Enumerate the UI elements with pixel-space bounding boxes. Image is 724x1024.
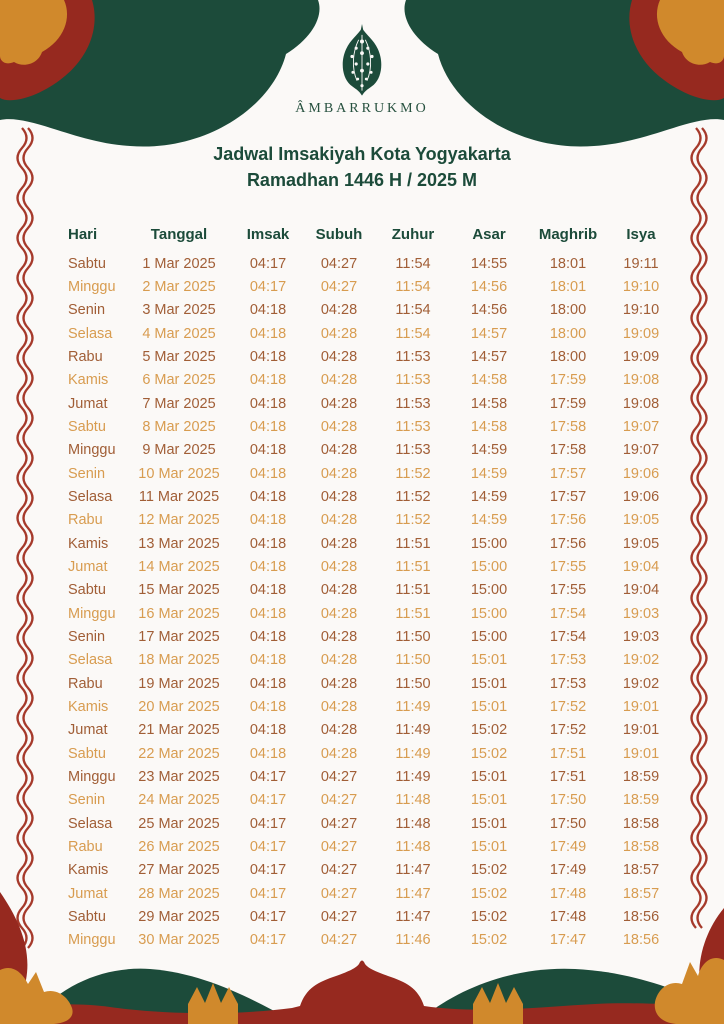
cell-maghrib: 17:51: [549, 768, 587, 785]
cell-subuh: 04:28: [320, 325, 358, 342]
table-row: [64, 345, 676, 368]
table-row: [64, 462, 676, 485]
cell-zuhur: 11:47: [395, 908, 431, 925]
cell-zuhur: 11:47: [395, 862, 431, 879]
cell-hari: Kamis: [68, 862, 109, 879]
cell-zuhur: 11:51: [395, 558, 431, 575]
cell-subuh: 04:28: [320, 675, 358, 692]
cell-tanggal: 9 Mar 2025: [142, 442, 216, 459]
cell-asar: 14:59: [470, 512, 508, 529]
cell-subuh: 04:28: [320, 722, 358, 739]
cell-tanggal: 25 Mar 2025: [138, 815, 220, 832]
cell-subuh: 04:28: [320, 745, 358, 762]
cell-hari: Senin: [68, 302, 106, 319]
cell-tanggal: 7 Mar 2025: [142, 395, 216, 412]
cell-asar: 15:00: [470, 605, 508, 622]
cell-subuh: 04:28: [320, 418, 358, 435]
cell-isya: 19:07: [622, 418, 660, 435]
cell-isya: 19:04: [622, 582, 660, 599]
cell-tanggal: 12 Mar 2025: [138, 512, 220, 529]
cell-hari: Jumat: [68, 722, 108, 739]
cell-imsak: 04:17: [249, 908, 287, 925]
cell-asar: 15:02: [470, 745, 508, 762]
cell-maghrib: 17:50: [549, 792, 587, 809]
cell-maghrib: 17:58: [549, 442, 587, 459]
cell-maghrib: 17:52: [549, 722, 587, 739]
cell-isya: 19:08: [622, 372, 660, 389]
cell-tanggal: 30 Mar 2025: [138, 932, 220, 949]
table-row: [64, 555, 676, 578]
cell-subuh: 04:28: [320, 488, 358, 505]
column-header-imsak: Imsak: [246, 225, 290, 243]
cell-hari: Minggu: [68, 768, 116, 785]
cell-asar: 15:01: [470, 768, 508, 785]
cell-tanggal: 23 Mar 2025: [138, 768, 220, 785]
cell-subuh: 04:28: [320, 395, 358, 412]
cell-asar: 15:01: [470, 815, 508, 832]
cell-imsak: 04:18: [249, 582, 287, 599]
column-header-tanggal: Tanggal: [150, 225, 208, 243]
title-line-1: Jadwal Imsakiyah Kota Yogyakarta: [213, 144, 511, 164]
cell-asar: 14:59: [470, 488, 508, 505]
cell-zuhur: 11:54: [395, 255, 431, 272]
table-row: [64, 322, 676, 345]
cell-subuh: 04:28: [320, 698, 358, 715]
cell-asar: 14:56: [470, 302, 508, 319]
table-row: [64, 672, 676, 695]
cell-isya: 18:58: [622, 838, 660, 855]
cell-asar: 14:59: [470, 465, 508, 482]
cell-asar: 14:58: [470, 372, 508, 389]
cell-subuh: 04:28: [320, 535, 358, 552]
cell-isya: 18:56: [622, 908, 660, 925]
column-header-maghrib: Maghrib: [538, 225, 598, 243]
cell-zuhur: 11:51: [395, 605, 431, 622]
cell-hari: Senin: [68, 628, 106, 645]
cell-asar: 14:58: [470, 395, 508, 412]
title-line-2: Ramadhan 1446 H / 2025 M: [246, 170, 478, 190]
cell-imsak: 04:18: [249, 558, 287, 575]
cell-subuh: 04:28: [320, 372, 358, 389]
cell-tanggal: 4 Mar 2025: [142, 325, 216, 342]
cell-maghrib: 17:59: [549, 395, 587, 412]
cell-asar: 15:00: [470, 628, 508, 645]
cell-isya: 19:05: [622, 535, 660, 552]
cell-zuhur: 11:49: [395, 722, 431, 739]
cell-maghrib: 18:01: [549, 278, 587, 295]
cell-tanggal: 13 Mar 2025: [138, 535, 220, 552]
cell-imsak: 04:17: [249, 862, 287, 879]
cell-maghrib: 17:49: [549, 862, 587, 879]
cell-maghrib: 17:54: [549, 628, 587, 645]
cell-isya: 19:03: [622, 605, 660, 622]
cell-imsak: 04:18: [249, 372, 287, 389]
cell-asar: 14:56: [470, 278, 508, 295]
cell-zuhur: 11:53: [395, 442, 431, 459]
cell-isya: 19:01: [622, 745, 660, 762]
cell-asar: 14:57: [470, 348, 508, 365]
cell-subuh: 04:27: [320, 838, 358, 855]
cell-asar: 15:01: [470, 792, 508, 809]
cell-isya: 18:57: [622, 885, 660, 902]
cell-maghrib: 17:56: [549, 535, 587, 552]
cell-maghrib: 17:47: [549, 932, 587, 949]
table-row: [64, 392, 676, 415]
table-row: [64, 929, 676, 952]
cell-maghrib: 18:01: [549, 255, 587, 272]
cell-tanggal: 5 Mar 2025: [142, 348, 216, 365]
table-row: [64, 859, 676, 882]
cell-hari: Jumat: [68, 885, 108, 902]
cell-hari: Jumat: [68, 558, 108, 575]
cell-isya: 19:10: [622, 278, 660, 295]
cell-asar: 15:01: [470, 838, 508, 855]
table-row: [64, 485, 676, 508]
cell-zuhur: 11:53: [395, 372, 431, 389]
cell-maghrib: 17:57: [549, 465, 587, 482]
cell-isya: 18:59: [622, 792, 660, 809]
cell-maghrib: 17:56: [549, 512, 587, 529]
cell-zuhur: 11:49: [395, 768, 431, 785]
cell-isya: 19:02: [622, 652, 660, 669]
cell-isya: 19:08: [622, 395, 660, 412]
column-header-hari: Hari: [68, 225, 98, 243]
cell-maghrib: 17:50: [549, 815, 587, 832]
table-row: [64, 299, 676, 322]
cell-tanggal: 15 Mar 2025: [138, 582, 220, 599]
table-header-row: [64, 222, 676, 246]
table-row: [64, 812, 676, 835]
cell-zuhur: 11:53: [395, 348, 431, 365]
cell-tanggal: 16 Mar 2025: [138, 605, 220, 622]
poster-title: [0, 141, 724, 193]
cell-subuh: 04:28: [320, 558, 358, 575]
cell-maghrib: 17:55: [549, 558, 587, 575]
cell-hari: Selasa: [68, 652, 113, 669]
cell-subuh: 04:27: [320, 792, 358, 809]
cell-isya: 18:57: [622, 862, 660, 879]
cell-tanggal: 3 Mar 2025: [142, 302, 216, 319]
cell-tanggal: 1 Mar 2025: [142, 255, 216, 272]
brand-wordmark: ÂMBARRUKMO: [295, 101, 429, 116]
cell-imsak: 04:18: [249, 652, 287, 669]
cell-isya: 19:07: [622, 442, 660, 459]
cell-hari: Sabtu: [68, 745, 106, 762]
cell-maghrib: 18:00: [549, 302, 587, 319]
table-row: [64, 532, 676, 555]
cell-imsak: 04:18: [249, 442, 287, 459]
cell-maghrib: 17:51: [549, 745, 587, 762]
cell-isya: 19:02: [622, 675, 660, 692]
column-header-asar: Asar: [472, 225, 506, 243]
cell-tanggal: 18 Mar 2025: [138, 652, 220, 669]
cell-tanggal: 24 Mar 2025: [138, 792, 220, 809]
cell-imsak: 04:18: [249, 745, 287, 762]
cell-maghrib: 17:59: [549, 372, 587, 389]
table-row: [64, 789, 676, 812]
cell-subuh: 04:28: [320, 652, 358, 669]
prayer-schedule-table: [64, 222, 676, 952]
cell-maghrib: 17:49: [549, 838, 587, 855]
cell-tanggal: 26 Mar 2025: [138, 838, 220, 855]
cell-hari: Minggu: [68, 605, 116, 622]
column-header-zuhur: Zuhur: [391, 225, 435, 243]
wayang-gunungan-icon: [324, 24, 400, 104]
cell-zuhur: 11:54: [395, 278, 431, 295]
cell-imsak: 04:17: [249, 838, 287, 855]
cell-isya: 19:06: [622, 488, 660, 505]
cell-tanggal: 27 Mar 2025: [138, 862, 220, 879]
cell-asar: 15:01: [470, 675, 508, 692]
table-row: [64, 602, 676, 625]
cell-maghrib: 17:55: [549, 582, 587, 599]
cell-hari: Sabtu: [68, 418, 106, 435]
cell-subuh: 04:28: [320, 628, 358, 645]
cell-zuhur: 11:53: [395, 418, 431, 435]
cell-asar: 15:00: [470, 582, 508, 599]
cell-zuhur: 11:53: [395, 395, 431, 412]
cell-imsak: 04:18: [249, 395, 287, 412]
cell-subuh: 04:28: [320, 512, 358, 529]
cell-subuh: 04:28: [320, 582, 358, 599]
cell-imsak: 04:17: [249, 768, 287, 785]
cell-isya: 18:56: [622, 932, 660, 949]
cell-isya: 19:06: [622, 465, 660, 482]
cell-imsak: 04:18: [249, 605, 287, 622]
cell-hari: Senin: [68, 792, 106, 809]
cell-hari: Minggu: [68, 278, 116, 295]
cell-asar: 15:02: [470, 932, 508, 949]
cell-subuh: 04:27: [320, 885, 358, 902]
cell-zuhur: 11:52: [395, 488, 431, 505]
table-row: [64, 649, 676, 672]
cell-imsak: 04:18: [249, 302, 287, 319]
cell-isya: 18:58: [622, 815, 660, 832]
cell-tanggal: 11 Mar 2025: [138, 488, 220, 505]
cell-tanggal: 28 Mar 2025: [138, 885, 220, 902]
cell-hari: Kamis: [68, 372, 109, 389]
cell-imsak: 04:18: [249, 488, 287, 505]
column-header-isya: Isya: [626, 225, 656, 243]
cell-tanggal: 20 Mar 2025: [138, 698, 220, 715]
cell-zuhur: 11:47: [395, 885, 431, 902]
cell-subuh: 04:28: [320, 442, 358, 459]
cell-imsak: 04:18: [249, 698, 287, 715]
cell-subuh: 04:28: [320, 302, 358, 319]
cell-hari: Minggu: [68, 442, 116, 459]
table-row: [64, 765, 676, 788]
cell-asar: 14:57: [470, 325, 508, 342]
table-row: [64, 439, 676, 462]
schedule-rows: [64, 252, 676, 952]
cell-tanggal: 21 Mar 2025: [138, 722, 220, 739]
cell-hari: Jumat: [68, 395, 108, 412]
cell-isya: 19:11: [623, 255, 659, 272]
cell-maghrib: 17:57: [549, 488, 587, 505]
cell-maghrib: 18:00: [549, 325, 587, 342]
cell-maghrib: 18:00: [549, 348, 587, 365]
table-row: [64, 275, 676, 298]
cell-isya: 19:01: [622, 722, 660, 739]
table-row: [64, 509, 676, 532]
cell-maghrib: 17:53: [549, 675, 587, 692]
cell-maghrib: 17:48: [549, 908, 587, 925]
cell-hari: Selasa: [68, 325, 113, 342]
cell-maghrib: 17:53: [549, 652, 587, 669]
cell-isya: 19:10: [622, 302, 660, 319]
cell-zuhur: 11:50: [395, 628, 431, 645]
cell-subuh: 04:28: [320, 605, 358, 622]
cell-tanggal: 17 Mar 2025: [138, 628, 220, 645]
cell-hari: Selasa: [68, 815, 113, 832]
cell-hari: Rabu: [68, 675, 103, 692]
cell-asar: 14:59: [470, 442, 508, 459]
cell-isya: 19:04: [622, 558, 660, 575]
table-row: [64, 882, 676, 905]
cell-imsak: 04:17: [249, 932, 287, 949]
cell-imsak: 04:18: [249, 512, 287, 529]
cell-asar: 15:02: [470, 862, 508, 879]
table-row: [64, 695, 676, 718]
cell-isya: 19:09: [622, 325, 660, 342]
cell-imsak: 04:18: [249, 325, 287, 342]
cell-tanggal: 8 Mar 2025: [142, 418, 216, 435]
cell-subuh: 04:27: [320, 278, 358, 295]
table-row: [64, 905, 676, 928]
cell-zuhur: 11:50: [395, 675, 431, 692]
cell-imsak: 04:18: [249, 628, 287, 645]
cell-zuhur: 11:50: [395, 652, 431, 669]
cell-subuh: 04:27: [320, 768, 358, 785]
cell-zuhur: 11:51: [395, 535, 431, 552]
cell-zuhur: 11:49: [395, 745, 431, 762]
cell-tanggal: 14 Mar 2025: [138, 558, 220, 575]
cell-hari: Senin: [68, 465, 106, 482]
cell-tanggal: 22 Mar 2025: [138, 745, 220, 762]
cell-asar: 14:58: [470, 418, 508, 435]
cell-subuh: 04:27: [320, 932, 358, 949]
cell-hari: Rabu: [68, 348, 103, 365]
cell-hari: Kamis: [68, 698, 109, 715]
cell-hari: Sabtu: [68, 582, 106, 599]
cell-asar: 15:02: [470, 722, 508, 739]
cell-maghrib: 17:58: [549, 418, 587, 435]
cell-tanggal: 6 Mar 2025: [142, 372, 216, 389]
cell-maghrib: 17:48: [549, 885, 587, 902]
cell-asar: 15:00: [470, 535, 508, 552]
cell-imsak: 04:18: [249, 675, 287, 692]
cell-hari: Rabu: [68, 838, 103, 855]
table-row: [64, 742, 676, 765]
cell-hari: Rabu: [68, 512, 103, 529]
cell-subuh: 04:28: [320, 465, 358, 482]
cell-imsak: 04:17: [249, 815, 287, 832]
table-row: [64, 415, 676, 438]
cell-subuh: 04:27: [320, 815, 358, 832]
cell-hari: Kamis: [68, 535, 109, 552]
cell-asar: 14:55: [470, 255, 508, 272]
table-row: [64, 835, 676, 858]
table-row: [64, 719, 676, 742]
cell-zuhur: 11:48: [395, 815, 431, 832]
table-row: [64, 579, 676, 602]
cell-imsak: 04:18: [249, 722, 287, 739]
cell-zuhur: 11:49: [395, 698, 431, 715]
cell-maghrib: 17:54: [549, 605, 587, 622]
table-row: [64, 369, 676, 392]
cell-imsak: 04:18: [249, 418, 287, 435]
cell-imsak: 04:18: [249, 348, 287, 365]
cell-isya: 19:03: [622, 628, 660, 645]
cell-asar: 15:01: [470, 698, 508, 715]
cell-imsak: 04:17: [249, 885, 287, 902]
cell-zuhur: 11:52: [395, 512, 431, 529]
cell-asar: 15:01: [470, 652, 508, 669]
cell-hari: Sabtu: [68, 908, 106, 925]
cell-isya: 19:09: [622, 348, 660, 365]
cell-hari: Minggu: [68, 932, 116, 949]
cell-imsak: 04:18: [249, 535, 287, 552]
column-header-subuh: Subuh: [315, 225, 363, 243]
cell-zuhur: 11:54: [395, 302, 431, 319]
table-row: [64, 252, 676, 275]
cell-subuh: 04:28: [320, 348, 358, 365]
cell-tanggal: 2 Mar 2025: [142, 278, 216, 295]
cell-isya: 19:01: [622, 698, 660, 715]
cell-zuhur: 11:51: [395, 582, 431, 599]
cell-tanggal: 19 Mar 2025: [138, 675, 220, 692]
cell-tanggal: 10 Mar 2025: [138, 465, 220, 482]
cell-zuhur: 11:54: [395, 325, 431, 342]
cell-subuh: 04:27: [320, 862, 358, 879]
cell-zuhur: 11:52: [395, 465, 431, 482]
cell-subuh: 04:27: [320, 908, 358, 925]
cell-asar: 15:00: [470, 558, 508, 575]
cell-asar: 15:02: [470, 908, 508, 925]
cell-zuhur: 11:46: [395, 932, 431, 949]
cell-asar: 15:02: [470, 885, 508, 902]
table-row: [64, 625, 676, 648]
cell-imsak: 04:17: [249, 792, 287, 809]
cell-hari: Sabtu: [68, 255, 106, 272]
cell-hari: Selasa: [68, 488, 113, 505]
cell-tanggal: 29 Mar 2025: [138, 908, 220, 925]
cell-zuhur: 11:48: [395, 838, 431, 855]
cell-zuhur: 11:48: [395, 792, 431, 809]
cell-imsak: 04:17: [249, 278, 287, 295]
cell-isya: 18:59: [622, 768, 660, 785]
cell-subuh: 04:27: [320, 255, 358, 272]
cell-imsak: 04:18: [249, 465, 287, 482]
cell-imsak: 04:17: [249, 255, 287, 272]
cell-isya: 19:05: [622, 512, 660, 529]
cell-maghrib: 17:52: [549, 698, 587, 715]
